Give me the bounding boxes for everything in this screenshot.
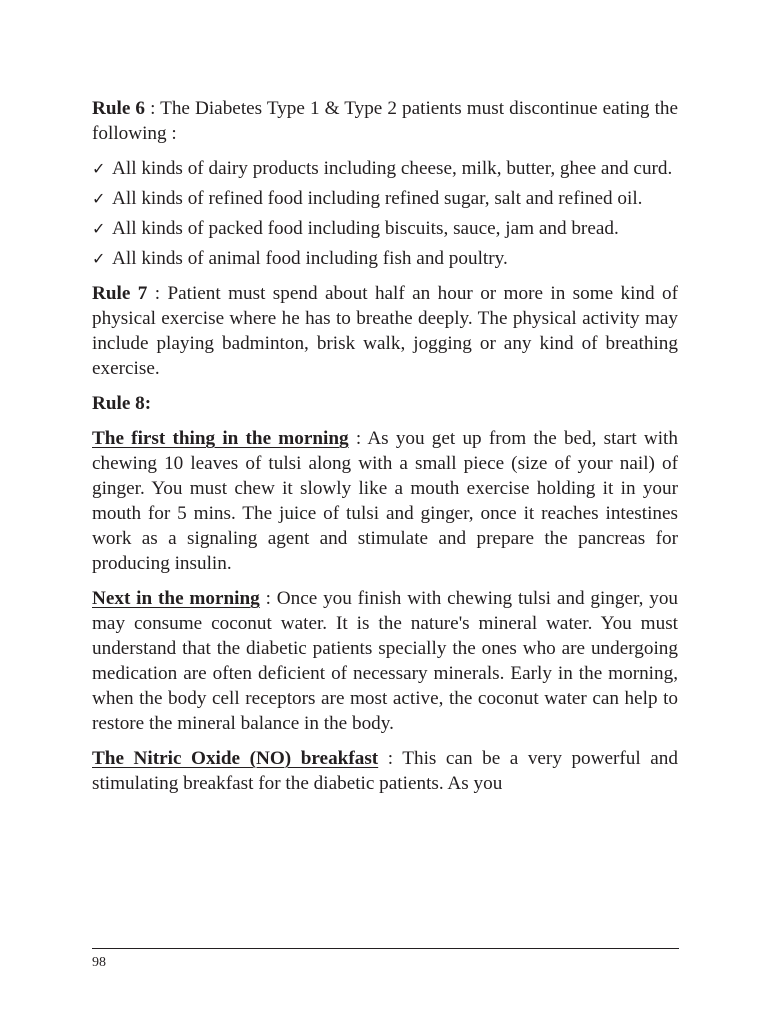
checklist-item-text: All kinds of animal food including fish and poultry.	[112, 248, 508, 269]
rule6-checklist	[92, 156, 678, 271]
text-column	[92, 96, 678, 806]
rule6-label: Rule 6	[92, 98, 146, 119]
checklist-item	[92, 246, 678, 271]
rule8-section-first-thing	[92, 426, 678, 576]
section-heading: Next in the morning	[92, 588, 260, 609]
rule7-label: Rule 7	[92, 283, 148, 304]
check-icon: ✓	[92, 189, 106, 208]
rule8-heading	[92, 391, 678, 416]
rule8-section-no-breakfast	[92, 746, 678, 796]
rule6-intro	[92, 96, 678, 146]
rule8-section-next-morning	[92, 586, 678, 736]
section-heading: The Nitric Oxide (NO) breakfast	[92, 748, 379, 769]
checklist-item	[92, 186, 678, 211]
checklist-item	[92, 156, 678, 181]
rule7-paragraph	[92, 281, 678, 381]
section-heading: The first thing in the morning	[92, 428, 349, 449]
rule8-label: Rule 8:	[92, 393, 152, 414]
footer-divider	[92, 948, 679, 949]
check-icon: ✓	[92, 219, 106, 238]
checklist-item-text: All kinds of refined food including refined sugar, salt and refined oil.	[112, 188, 643, 209]
check-icon: ✓	[92, 249, 106, 268]
page-number: 98	[92, 955, 106, 970]
checklist-item	[92, 216, 678, 241]
section-text: : Once you finish with chewing tulsi and ginger, you may consume coconut water. It is the nature's mineral water. You must understand that the diabetic patients specially the ones who are undergoing medication are often deficient of necessary minerals. Early in the morning, when the body cell receptors are most active, the coconut water can help to restore the mineral balance in the body.	[92, 588, 679, 734]
checklist-item-text: All kinds of packed food including biscuits, sauce, jam and bread.	[112, 218, 619, 239]
rule7-text: : Patient must spend about half an hour or more in some kind of physical exercise where he has to breathe deeply. The physical activity may include playing badminton, brisk walk, jogging or any kind of breathing exercise.	[92, 283, 679, 379]
section-text: : As you get up from the bed, start with chewing 10 leaves of tulsi along with a small piece (size of your nail) of ginger. You must chew it slowly like a mouth exercise holding it in your mouth for 5 mins. The juice of tulsi and ginger, once it reaches intestines work as a signaling agent and stimulate and prepare the pancreas for producing insulin.	[92, 428, 678, 574]
rule6-text: : The Diabetes Type 1 & Type 2 patients must discontinue eating the following :	[92, 98, 679, 144]
check-icon: ✓	[92, 159, 106, 178]
section-text: : This can be a very powerful and stimulating breakfast for the diabetic patients. As you	[92, 748, 678, 794]
checklist-item-text: All kinds of dairy products including cheese, milk, butter, ghee and curd.	[112, 158, 673, 179]
